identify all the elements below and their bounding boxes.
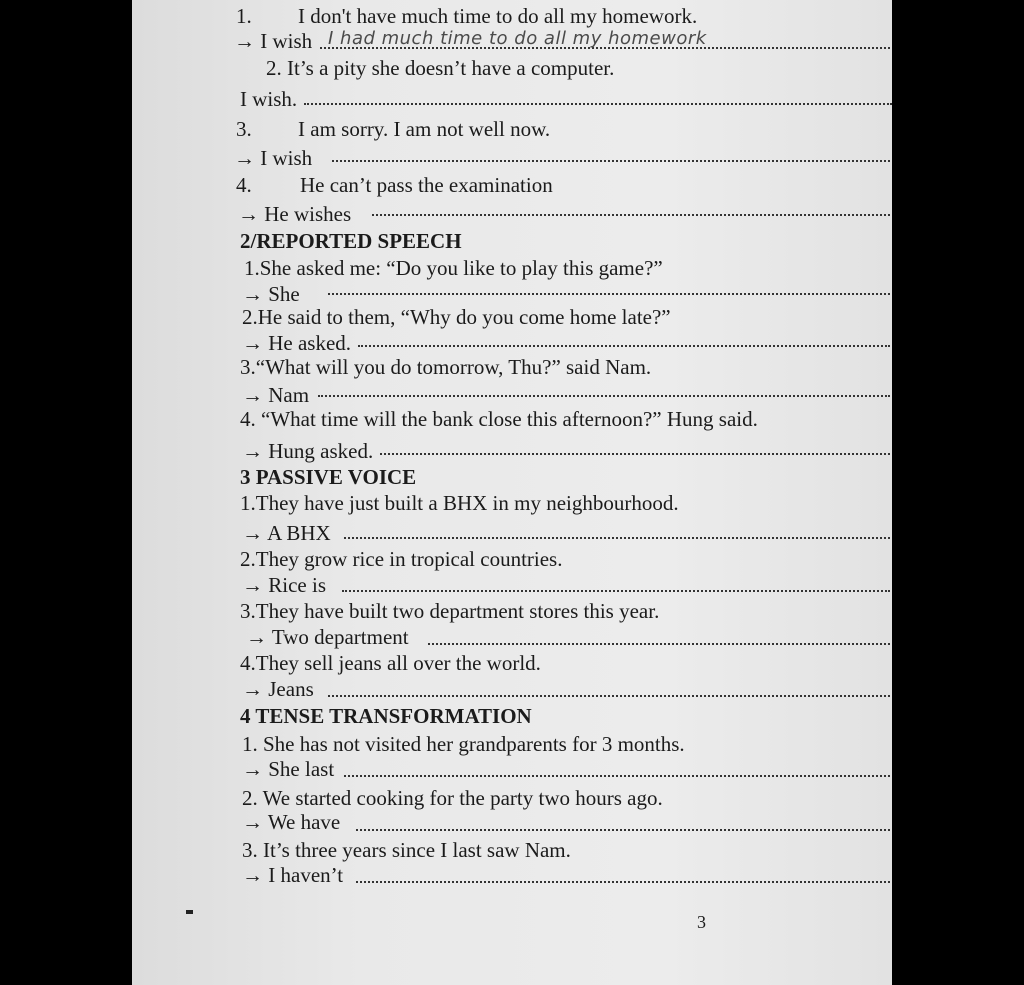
answer-line-9 — [344, 537, 890, 539]
answer-line-15 — [356, 881, 890, 883]
passive-answer-2-prefix: → Rice is — [242, 573, 326, 597]
answer-line-8 — [380, 453, 890, 455]
reported-answer-1-prefix: → She — [242, 282, 300, 306]
answer-line-3 — [332, 160, 890, 162]
reported-question-1: 1.She asked me: “Do you like to play this game?” — [244, 256, 663, 280]
passive-question-1: 1.They have just built a BHX in my neighbourhood. — [240, 491, 679, 515]
passive-answer-1-prefix: → A BHX — [242, 521, 331, 545]
passive-question-3: 3.They have built two department stores this year. — [240, 599, 660, 623]
pen-mark — [186, 910, 193, 914]
reported-question-3: 3.“What will you do tomorrow, Thu?” said Nam. — [240, 355, 652, 379]
tense-answer-1-prefix: → She last — [242, 757, 335, 781]
wish-question-3: 3. I am sorry. I am not well now. — [236, 117, 551, 141]
wish-answer-1-prefix: → I wish — [234, 29, 313, 53]
passive-question-2: 2.They grow rice in tropical countries. — [240, 547, 563, 571]
answer-line-11 — [428, 643, 890, 645]
handwritten-answer-1: I had much time to do all my homework — [328, 28, 707, 49]
section-heading-reported-speech: 2/REPORTED SPEECH — [240, 229, 462, 253]
tense-answer-3-prefix: → I haven’t — [242, 863, 344, 887]
answer-line-12 — [328, 695, 890, 697]
answer-line-6 — [358, 345, 890, 347]
wish-answer-3-prefix: → I wish — [234, 146, 313, 170]
tense-answer-2-prefix: → We have — [242, 810, 341, 834]
reported-answer-4-prefix: → Hung asked. — [242, 439, 374, 463]
answer-line-2 — [304, 103, 892, 105]
tense-question-1: 1. She has not visited her grandparents for 3 months. — [242, 732, 685, 756]
tense-question-3: 3. It’s three years since I last saw Nam. — [242, 838, 571, 862]
reported-question-2: 2.He said to them, “Why do you come home late?” — [242, 305, 671, 329]
passive-answer-3-prefix: → Two department — [246, 625, 409, 649]
answer-line-5 — [328, 293, 890, 295]
answer-line-7 — [318, 395, 890, 397]
page-number: 3 — [697, 912, 706, 932]
answer-line-4 — [372, 214, 890, 216]
wish-question-1 — [236, 4, 698, 28]
passive-answer-4-prefix: → Jeans — [242, 677, 314, 701]
passive-question-4: 4.They sell jeans all over the world. — [240, 651, 541, 675]
reported-question-4: 4. “What time will the bank close this afternoon?” Hung said. — [240, 407, 758, 431]
section-heading-tense-transformation: 4 TENSE TRANSFORMATION — [240, 704, 532, 728]
section-heading-passive-voice: 3 PASSIVE VOICE — [240, 465, 417, 489]
answer-line-10 — [342, 590, 890, 592]
worksheet-page — [132, 0, 892, 985]
answer-line-14 — [356, 829, 890, 831]
question-number: 1. — [236, 4, 252, 28]
wish-answer-2-prefix: I wish. — [240, 87, 298, 111]
reported-answer-3-prefix: → Nam — [242, 383, 310, 407]
tense-question-2: 2. We started cooking for the party two hours ago. — [242, 786, 663, 810]
wish-question-2: 2. It’s a pity she doesn’t have a computer. — [266, 56, 615, 80]
wish-question-4: 4. He can’t pass the examination — [236, 173, 553, 197]
reported-answer-2-prefix: → He asked. — [242, 331, 352, 355]
wish-answer-4-prefix: → He wishes — [238, 202, 352, 226]
answer-line-13 — [344, 775, 890, 777]
question-text: I don't have much time to do all my homework. — [298, 4, 698, 28]
